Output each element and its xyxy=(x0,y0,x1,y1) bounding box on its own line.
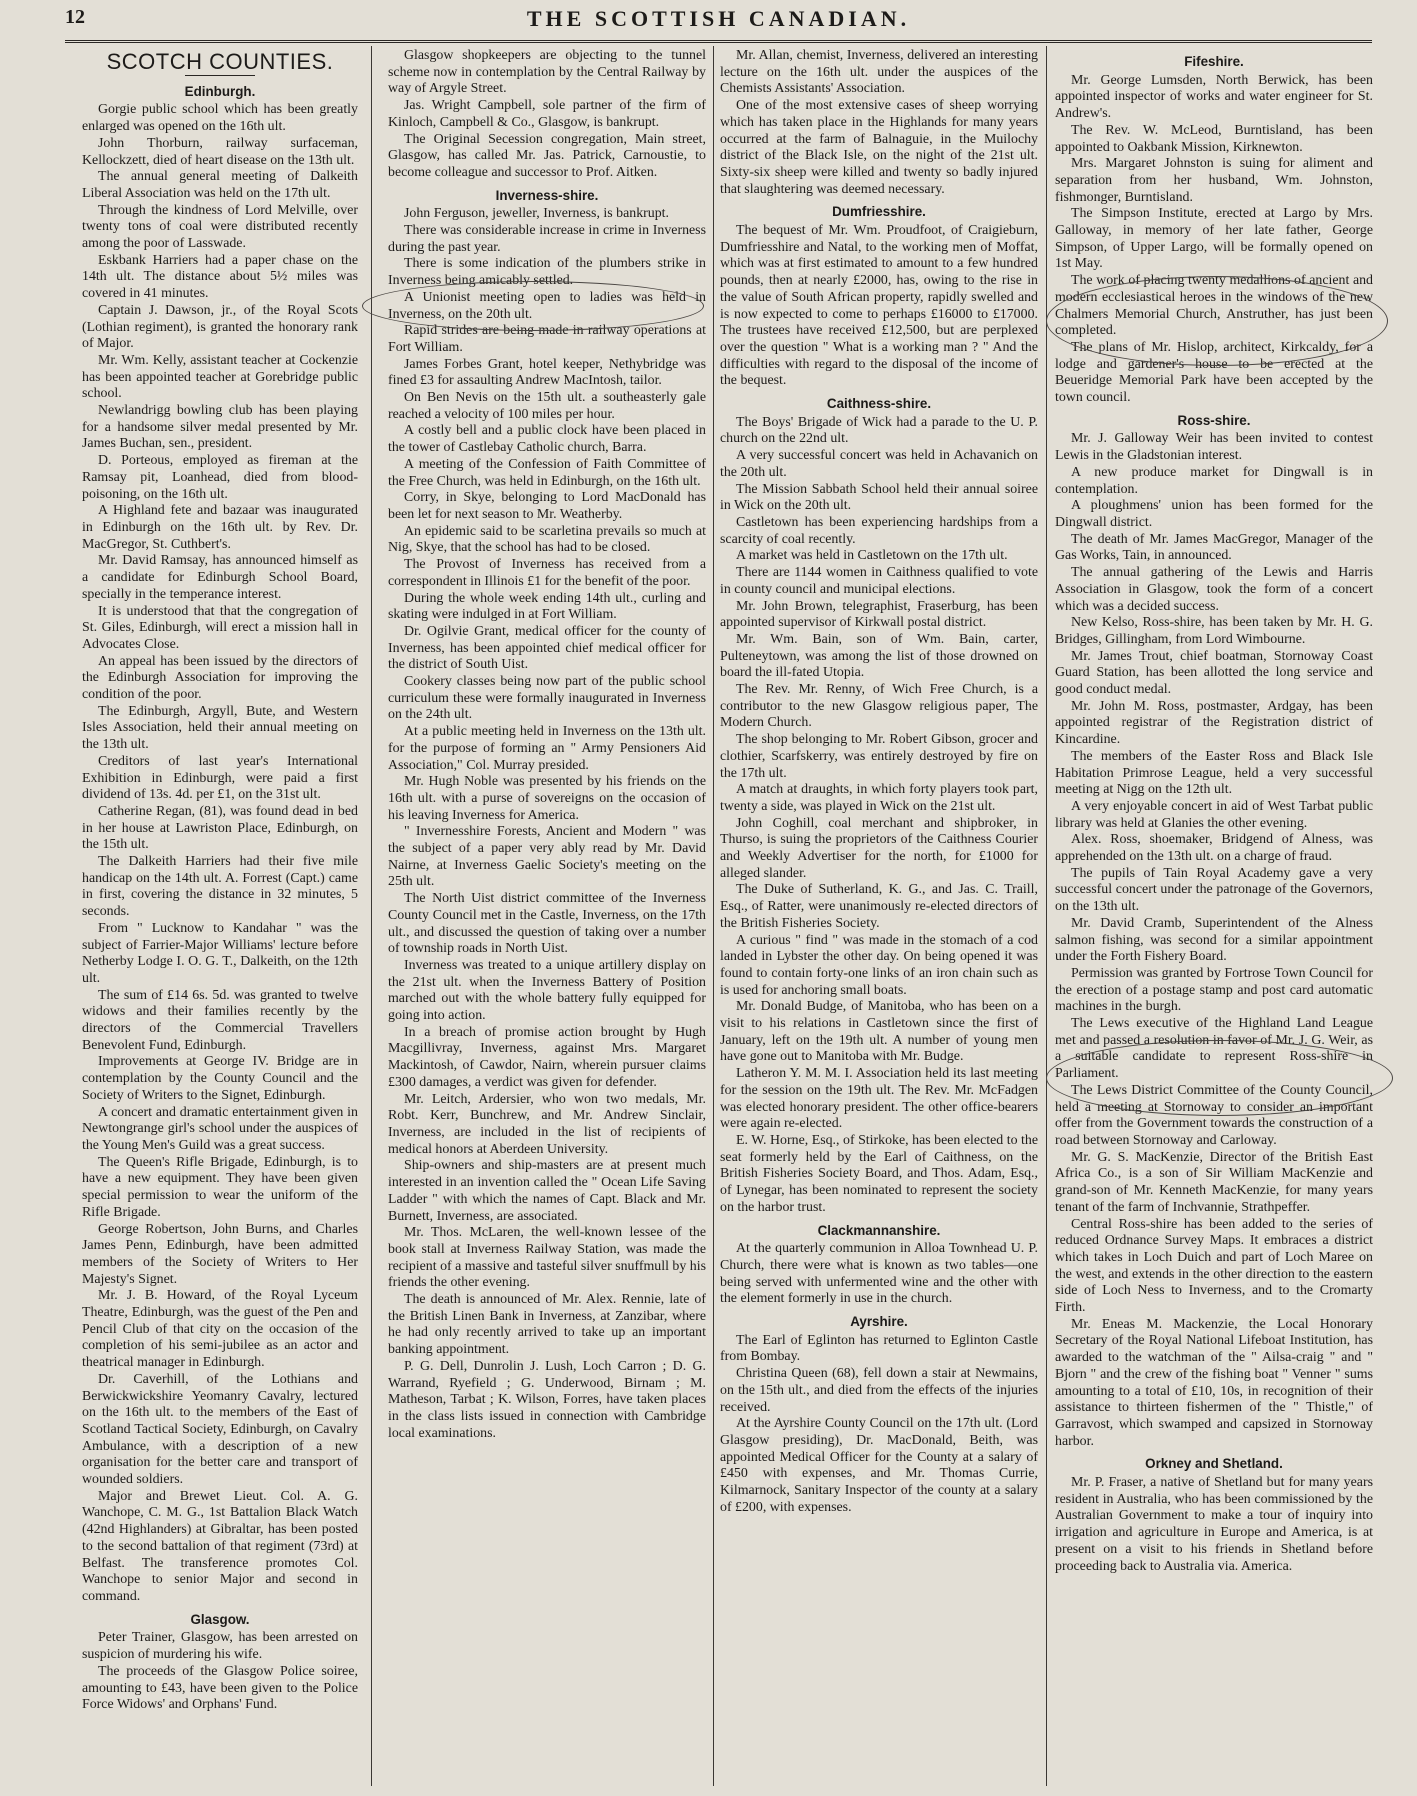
news-item: An epidemic said to be scarletina prevails so much at Nig, Skye, that the school has had to be closed. xyxy=(388,523,706,556)
news-item: Creditors of last year's International Exhibition in Edinburgh, were paid a first dividend of 13s. 4d. per £1, on the 31st ult. xyxy=(82,753,358,803)
news-item: A Highland fete and bazaar was inaugurated in Edinburgh on the 16th ult. by Rev. Dr. MacGregor, St. Cuthbert's. xyxy=(82,503,358,552)
news-item: An appeal has been issued by the directors of the Edinburgh Association for improving the condition of the poor. xyxy=(82,653,358,703)
news-item: Mr. David Ramsay, has announced himself as a candidate for Edinburgh School Board, specially in the temperance interest. xyxy=(82,553,358,602)
news-item: Glasgow shopkeepers are objecting to the tunnel scheme now in contemplation by the Central Railway by way of Argyle Street. xyxy=(388,48,706,97)
news-item: A concert and dramatic entertainment given in Newtongrange girl's school under the auspices of the Young Men's Guild was a great success. xyxy=(82,1104,358,1153)
news-item: Captain J. Dawson, jr., of the Royal Scots (Lothian regiment), is granted the honorary rank of Major. xyxy=(82,302,358,352)
news-item: Major and Brewet Lieut. Col. A. G. Wanchope, C. M. G., 1st Battalion Black Watch (42nd Highlanders) at Gibraltar, has been posted to the second battalion of that regiment (73rd) at Belfast. The transference promotes Col. Wanchope to senior Major and second in command. xyxy=(82,1488,358,1604)
news-item: At the Ayrshire County Council on the 17th ult. (Lord Glasgow presiding), Dr. MacDonald, Beith, was appointed Medical Officer for the County at a salary of £450 with expenses, and Mr. Thomas Currie, Kilmarnock, Sanitary Inspector of the county at a salary of £200, with expenses. xyxy=(720,1416,1038,1515)
news-item: The Mission Sabbath School held their annual soiree in Wick on the 20th ult. xyxy=(720,481,1038,514)
news-item: Corry, in Skye, belonging to Lord MacDonald has been let for next season to Mr. Weatherby. xyxy=(388,490,706,522)
news-item: Mr. P. Fraser, a native of Shetland but for many years resident in Australia, who has been commissioned by the Australian Government to make a tour of inquiry into irrigation and agriculture in Europe and America, is at present on a visit to his friends in Shetland before proceeding back to Australia via. America. xyxy=(1055,1475,1373,1574)
news-item: Mr. Wm. Kelly, assistant teacher at Cockenzie has been appointed teacher at Gorebridge public school. xyxy=(82,352,358,402)
news-item: George Robertson, John Burns, and Charles James Penn, Edinburgh, have been admitted members of the Society of Writers to Her Majesty's Signet. xyxy=(82,1221,358,1287)
county-heading: Orkney and Shetland. xyxy=(1145,1456,1283,1472)
news-item: Mr. Wm. Bain, son of Wm. Bain, carter, Pulteneytown, was among the list of those drowned on board the ill-fated Utopia. xyxy=(720,631,1038,681)
news-item: " Invernesshire Forests, Ancient and Modern " was the subject of a paper very ably read by Mr. David Nairne, at Inverness Gaelic Society's meeting on the 25th ult. xyxy=(388,824,706,890)
news-item: E. W. Horne, Esq., of Stirkoke, has been elected to the seat formerly held by the Earl of Caithness, on the British Fisheries Society Board, and Thos. Adam, Esq., of Lynegar, has been nominated to represent the society on the harbor trust. xyxy=(720,1133,1038,1215)
news-item: The Original Secession congregation, Main street, Glasgow, has called Mr. Jas. Patrick, Carnoustie, to become colleague and successor to Prof. Aitken. xyxy=(388,131,706,180)
news-item: Mr. J. B. Howard, of the Royal Lyceum Theatre, Edinburgh, was the guest of the Pen and Pencil Club of that city on the occasion of the completion of his semi-jubilee as an actor and theatrical manager in Edinburgh. xyxy=(82,1288,358,1371)
newspaper-title: THE SCOTTISH CANADIAN. xyxy=(526,6,911,31)
news-item: Mr. Donald Budge, of Manitoba, who has been on a visit to his relations in Castletown since the first of January, left on the 19th ult. A number of young men have gone out to Manitoba with Mr. Budge. xyxy=(720,999,1038,1065)
news-item: The Simpson Institute, erected at Largo by Mrs. Galloway, in memory of her late father, George Simpson, of Upper Largo, will be formally opened on 1st May. xyxy=(1055,206,1373,272)
county-heading: Ayrshire. xyxy=(850,1314,908,1330)
news-item: James Forbes Grant, hotel keeper, Nethybridge was fined £3 for assaulting Andrew MacIntosh, tailor. xyxy=(388,356,706,389)
news-item: Mr. J. Galloway Weir has been invited to contest Lewis in the Gladstonian interest. xyxy=(1055,431,1373,464)
news-item: It is understood that that the congregation of St. Giles, Edinburgh, will erect a mission hall in Advocates Close. xyxy=(82,603,358,652)
news-item: Alex. Ross, shoemaker, Bridgend of Alness, was apprehended on the 13th ult. on a charge of fraud. xyxy=(1055,832,1373,865)
news-item: A meeting of the Confession of Faith Committee of the Free Church, was held in Edinburgh, on the 16th ult. xyxy=(388,456,706,489)
county-heading: Fifeshire. xyxy=(1184,54,1244,69)
news-item: The annual gathering of the Lewis and Harris Association in Glasgow, took the form of a concert which was a decided success. xyxy=(1055,565,1373,614)
news-item: The Earl of Eglinton has returned to Eglinton Castle from Bombay. xyxy=(720,1332,1038,1365)
news-item: The members of the Easter Ross and Black Isle Habitation Primrose League, held a very successful meeting at Nigg on the 12th ult. xyxy=(1055,748,1373,798)
news-item: A Unionist meeting open to ladies was held in Inverness, on the 20th ult. xyxy=(388,289,706,322)
news-item: Catherine Regan, (81), was found dead in bed in her house at Lawriston Place, Edinburgh, on the 15th ult. xyxy=(82,803,358,853)
news-item: Mr. David Cramb, Superintendent of the Alness salmon fishing, was second for a similar appointment under the Forth Fishery Board. xyxy=(1055,915,1373,965)
news-item: Gorgie public school which has been greatly enlarged was opened on the 16th ult. xyxy=(82,102,358,135)
masthead xyxy=(65,6,1372,32)
news-item: Ship-owners and ship-masters are at present much interested in an invention called the " Ocean Life Saving Ladder " with which the names of Capt. Black and Mr. Burnett, Inverness, are associated. xyxy=(388,1158,706,1224)
news-item: A new produce market for Dingwall is in contemplation. xyxy=(1055,464,1373,497)
news-item: Permission was granted by Fortrose Town Council for the erection of a postage stamp and post card automatic machines in the burgh. xyxy=(1055,965,1373,1015)
news-item: Castletown has been experiencing hardships from a scarcity of coal recently. xyxy=(720,514,1038,547)
news-item: The Rev. Mr. Renny, of Wich Free Church, is a contributor to the new Glasgow religious paper, The Modern Church. xyxy=(720,682,1038,731)
news-item: There is some indication of the plumbers strike in Inverness being amicably settled. xyxy=(388,256,706,289)
news-item: In a breach of promise action brought by Hugh Macgillivray, Inverness, against Mrs. Margaret Mackintosh, of Cawdor, Nairn, wherein pursuer claims £300 damages, a verdict was given for defender. xyxy=(388,1024,706,1090)
news-item: Mr. Allan, chemist, Inverness, delivered an interesting lecture on the 16th ult. under the auspices of the Chemists Assistants' Association. xyxy=(720,48,1038,97)
section-rule xyxy=(185,75,255,76)
news-item: Mr. Thos. McLaren, the well-known lessee of the book stall at Inverness Railway Station, was made the recipient of a massive and tasteful silver snuffmull by his friends the other evening. xyxy=(388,1225,706,1291)
news-item: A costly bell and a public clock have been placed in the tower of Castlebay Catholic church, Barra. xyxy=(388,423,706,456)
news-item: At a public meeting held in Inverness on the 13th ult. for the purpose of forming an " Army Pensioners Aid Association," Col. Murray presided. xyxy=(388,724,706,773)
news-item: John Ferguson, jeweller, Inverness, is bankrupt. xyxy=(404,206,669,222)
news-item: Jas. Wright Campbell, sole partner of the firm of Kinloch, Campbell & Co., Glasgow, is bankrupt. xyxy=(388,98,706,130)
column-divider xyxy=(1046,46,1047,1786)
news-item: The bequest of Mr. Wm. Proudfoot, of Craigieburn, Dumfriesshire and Natal, to the working men of Moffat, which was at first estimated to amount to a few hundred pounds, then at nearly £2000, has, owing to the rise in the value of South African property, rapidly swelled and is now expected to come to perhaps £16000 to £17000. The trustees have received £12,500, but are perplexed over the question " What is a working man ? " And the difficulties with regard to the disposal of the income of the bequest. xyxy=(720,223,1038,389)
news-item: Eskbank Harriers had a paper chase on the 14th ult. The distance about 5½ miles was covered in 41 minutes. xyxy=(82,252,358,302)
news-item: The North Uist district committee of the Inverness County Council met in the Castle, Inverness, on the 17th ult., and discussed the question of taking over a number of township roads in North Uist. xyxy=(388,891,706,957)
pencil-circle-mark xyxy=(1046,276,1388,366)
news-item: John Thorburn, railway surfaceman, Kellockzett, died of heart disease on the 13th ult. xyxy=(82,135,358,168)
county-heading: Glasgow. xyxy=(190,1611,250,1627)
news-item: The sum of £14 6s. 5d. was granted to twelve widows and their families recently by the directors of the Commercial Travellers Benevolent Fund, Edinburgh. xyxy=(82,987,358,1053)
news-item: A match at draughts, in which forty players took part, twenty a side, was played in Wick on the 21st ult. xyxy=(720,782,1038,814)
news-item: The Lews District Committee of the County Council, held a meeting at Stornoway to consider an important offer from the Government towards the construction of a road between Stornoway and Carloway. xyxy=(1055,1082,1373,1148)
news-item: The Queen's Rifle Brigade, Edinburgh, is to have a new equipment. They have been given special permission to wear the uniform of the Rifle Brigade. xyxy=(82,1154,358,1220)
news-item: The death of Mr. James MacGregor, Manager of the Gas Works, Tain, in announced. xyxy=(1055,531,1373,564)
county-heading: Inverness-shire. xyxy=(495,187,599,203)
news-item: Mr. Leitch, Ardersier, who won two medals, Mr. Robt. Kerr, Bunchrew, and Mr. Andrew Sinclair, Inverness, are included in the list of recipients of medical honors at Aberdeen University. xyxy=(388,1091,706,1157)
news-item: Newlandrigg bowling club has been playing for a handsome silver medal presented by Mr. James Buchan, sen., president. xyxy=(82,403,358,452)
news-item: Dr. Ogilvie Grant, medical officer for the county of Inverness, has been appointed chief medical officer for the district of South Uist. xyxy=(388,623,706,673)
column-1 xyxy=(82,48,358,1784)
news-item: The Rev. W. McLeod, Burntisland, has been appointed to Oakbank Mission, Kirknewton. xyxy=(1055,122,1373,155)
news-item: The Lews executive of the Highland Land League met and passed a resolution in favor of Mr. J. G. Weir, as a suitable candidate to represent Ross-shire in Parliament. xyxy=(1055,1016,1373,1082)
news-item: New Kelso, Ross-shire, has been taken by Mr. H. G. Bridges, Gillingham, from Lord Wimbourne. xyxy=(1055,615,1373,647)
news-item: The Provost of Inverness has received from a correspondent in Illinois £1 for the benefit of the poor. xyxy=(388,557,706,589)
news-item: The annual general meeting of Dalkeith Liberal Association was held on the 17th ult. xyxy=(82,169,358,201)
news-item: The Edinburgh, Argyll, Bute, and Western Isles Association, held their annual meeting on the 13th ult. xyxy=(82,703,358,753)
pencil-circle-mark xyxy=(362,281,704,331)
news-item: The Duke of Sutherland, K. G., and Jas. C. Traill, Esq., of Ratter, were unanimously re-elected directors of the British Fisheries Society. xyxy=(720,882,1038,931)
news-item: The pupils of Tain Royal Academy gave a very successful concert under the patronage of the Governors, on the 13th ult. xyxy=(1055,865,1373,915)
pencil-circle-mark xyxy=(1046,1040,1393,1116)
county-heading: Clackmannanshire. xyxy=(817,1222,941,1238)
news-item: Peter Trainer, Glasgow, has been arrested on suspicion of murdering his wife. xyxy=(82,1630,358,1663)
news-item: Through the kindness of Lord Melville, over twenty tons of coal were distributed recently among the poor of Lasswade. xyxy=(82,202,358,252)
county-heading: Caithness-shire. xyxy=(826,396,932,412)
news-item: Latheron Y. M. M. I. Association held its last meeting for the session on the 19th ult. The Rev. Mr. McFadgen was elected honorary president. The other office-bearers were again re-elected. xyxy=(720,1066,1038,1132)
news-item: The proceeds of the Glasgow Police soiree, amounting to £43, have been given to the Police Force Widows' and Orphans' Fund. xyxy=(82,1663,358,1713)
news-item: Inverness was treated to a unique artillery display on the 21st ult. when the Inverness Battery of Position marched out with the whole battery fully equipped for going into action. xyxy=(388,957,706,1024)
news-item: Central Ross-shire has been added to the series of reduced Ordnance Survey Maps. It embraces a district which takes in Loch Duich and part of Loch Maree on the west, and extends in the other direction to the eastern side of Loch Ness to Inverness, and to the Cromarty Firth. xyxy=(1055,1216,1373,1316)
news-item: Cookery classes being now part of the public school curriculum these were formally inaugurated in Inverness on the 24th ult. xyxy=(388,674,706,723)
news-item: A very enjoyable concert in aid of West Tarbat public library was held at Glanies the other evening. xyxy=(1055,798,1373,831)
news-item: Mr. James Trout, chief boatman, Stornoway Coast Guard Station, has been allotted the long service and good conduct medal. xyxy=(1055,648,1373,698)
news-item: A ploughmens' union has been formed for the Dingwall district. xyxy=(1055,498,1373,530)
news-item: Mr. John Brown, telegraphist, Fraserburg, has been appointed supervisor of Kirkwall postal district. xyxy=(720,598,1038,631)
news-item: Dr. Caverhill, of the Lothians and Berwickwickshire Yeomanry Cavalry, lectured on the 16th ult. to the members of the East of Scotland Tactical Society, Edinburgh, on Cavalry Ambulance, with a description of a new organisation for the better care and transport of wounded soldiers. xyxy=(82,1371,358,1488)
news-item: A curious " find " was made in the stomach of a cod landed in Lybster the other day. On being opened it was found to contain forty-one links of an iron chain such as is used for anchoring small boats. xyxy=(720,932,1038,998)
news-item: The Dalkeith Harriers had their five mile handicap on the 14th ult. A. Forrest (Capt.) came in first, covering the distance in 32 minutes, 5 seconds. xyxy=(82,854,358,920)
news-item: A market was held in Castletown on the 17th ult. xyxy=(736,548,1008,564)
news-item: During the whole week ending 14th ult., curling and skating were indulged in at Fort William. xyxy=(388,590,706,623)
news-item: The plans of Mr. Hislop, architect, Kirkcaldy, for a lodge and gardener's house to be erected at the Beueridge Memorial Park have been accepted by the town council. xyxy=(1055,339,1373,406)
news-item: A very successful concert was held in Achavanich on the 20th ult. xyxy=(720,448,1038,480)
news-item: Mr. G. S. MacKenzie, Director of the British East Africa Co., is a son of Sir William MacKenzie and grand-son of Mr. Kenneth MacKenzie, for many years tenant of the farm of Inchvannie, Strathpeffer. xyxy=(1055,1149,1373,1215)
news-item: There are 1144 women in Caithness qualified to vote in county council and municipal elections. xyxy=(720,565,1038,597)
county-heading: Edinburgh. xyxy=(184,83,256,99)
news-item: At the quarterly communion in Alloa Townhead U. P. Church, there were what is known as two tables—one being served with unfermented wine and the other with the element formerly in use in the church. xyxy=(720,1241,1038,1307)
news-item: The Boys' Brigade of Wick had a parade to the U. P. church on the 22nd ult. xyxy=(720,414,1038,447)
news-item: P. G. Dell, Dunrolin J. Lush, Loch Carron ; D. G. Warrand, Ryefield ; G. Underwood, Birnam ; M. Matheson, Tarbat ; K. Wilson, Forres, have taken places in the class lists issued in connection with Cambridge local examinations. xyxy=(388,1358,706,1441)
news-item: Mr. John M. Ross, postmaster, Ardgay, has been appointed registrar of the Registration district of Kincardine. xyxy=(1055,698,1373,748)
news-item: Mrs. Margaret Johnston is suing for aliment and separation from her husband, Wm. Johnston, fishmonger, Burntisland. xyxy=(1055,156,1373,205)
news-item: Mr. Eneas M. Mackenzie, the Local Honorary Secretary of the Royal National Lifeboat Institution, has awarded to the watchman of the " Ailsa-craig " and " Bjorn " and the crew of the fishing boat " Venner " sums amounting to a total of £10, 10s, in recognition of their assistance to thirteen fishermen of the " Thistle," of Garravost, which swamped and capsized in Stornoway harbor. xyxy=(1055,1316,1373,1449)
column-3 xyxy=(720,48,1038,1784)
county-heading: Dumfriesshire. xyxy=(832,204,926,220)
news-item: The work of placing twenty medallions of ancient and modern ecclesiastical heroes in the windows of the new Chalmers Memorial Church, Anstruther, has just been completed. xyxy=(1055,273,1373,339)
news-item: The death is announced of Mr. Alex. Rennie, late of the British Linen Bank in Inverness, at Zanzibar, where he had only recently arrived to take up an important banking appointment. xyxy=(388,1292,706,1358)
news-item: D. Porteous, employed as fireman at the Ramsay pit, Loanhead, died from blood-poisoning, on the 16th ult. xyxy=(82,453,358,502)
news-item: Christina Queen (68), fell down a stair at Newmains, on the 15th ult., and died from the effects of the injuries received. xyxy=(720,1366,1038,1415)
news-item: Mr. Hugh Noble was presented by his friends on the 16th ult. with a purse of sovereigns on the occasion of his leaving Inverness for America. xyxy=(388,774,706,823)
masthead-rule xyxy=(65,40,1372,43)
news-item: On Ben Nevis on the 15th ult. a southeasterly gale reached a velocity of 100 miles per hour. xyxy=(388,390,706,422)
column-divider xyxy=(713,46,714,1786)
news-item: Improvements at George IV. Bridge are in contemplation by the County Council and the Society of Writers to the Signet, Edinburgh. xyxy=(82,1054,358,1103)
news-item: Mr. George Lumsden, North Berwick, has been appointed inspector of works and water engineer for St. Andrew's. xyxy=(1055,72,1373,122)
news-item: From " Lucknow to Kandahar " was the subject of Farrier-Major Williams' lecture before Netherby Lodge I. O. G. T., Dalkeith, on the 12th ult. xyxy=(82,920,358,986)
section-title: SCOTCH COUNTIES. xyxy=(106,49,334,74)
news-item: Rapid strides are being made in railway operations at Fort William. xyxy=(388,323,706,355)
news-item: One of the most extensive cases of sheep worrying which has taken place in the Highlands for many years occurred at the farm of Balnaguie, in the Muilochy district of the Black Isle, on the night of the 21st ult. Sixty-six sheep were killed and twenty so badly injured that slaughtering was deemed necessary. xyxy=(720,98,1038,197)
news-item: The shop belonging to Mr. Robert Gibson, grocer and clothier, Scarfskerry, was entirely destroyed by fire on the 17th ult. xyxy=(720,732,1038,781)
page-number: 12 xyxy=(65,6,85,28)
county-heading: Ross-shire. xyxy=(1177,412,1251,428)
news-item: John Coghill, coal merchant and shipbroker, in Thurso, is suing the proprietors of the Caithness Courier and Weekly Advertiser for the north, for £1000 for alleged slander. xyxy=(720,815,1038,881)
news-item: There was considerable increase in crime in Inverness during the past year. xyxy=(388,223,706,255)
